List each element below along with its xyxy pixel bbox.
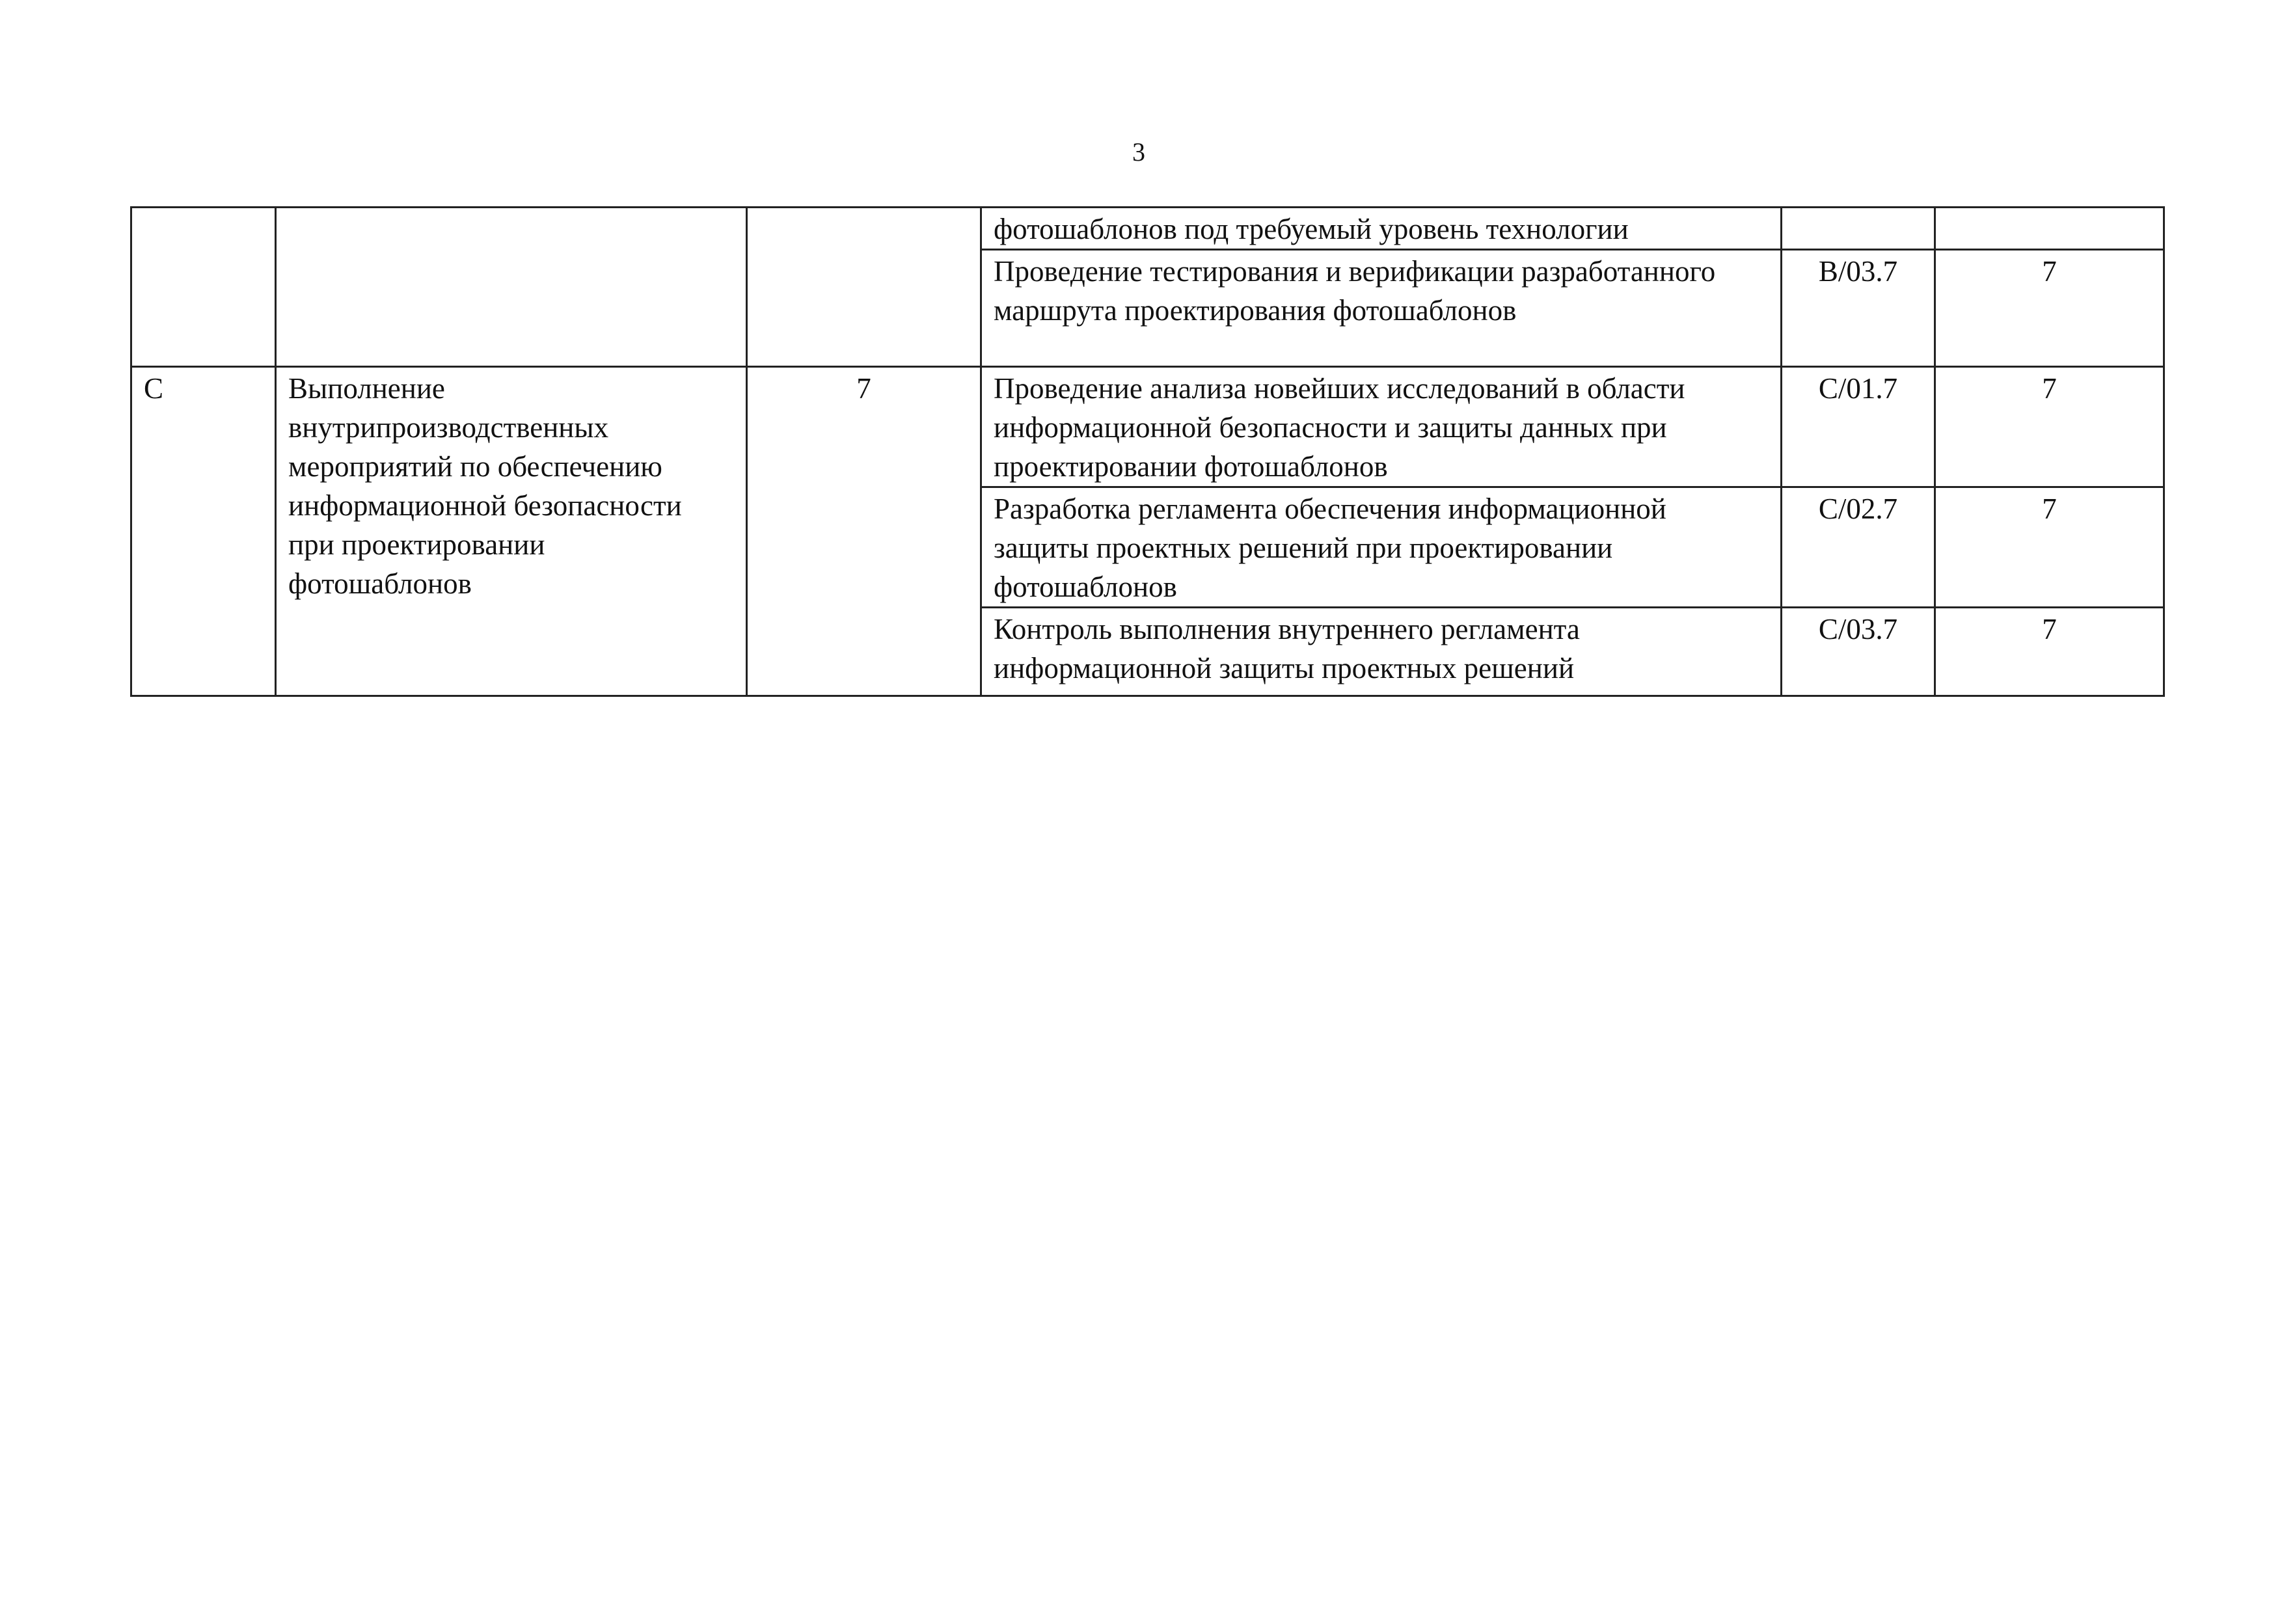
table-row	[131, 208, 2164, 250]
group-code-cell-empty	[131, 208, 276, 367]
function-name-cell: фотошаблонов под требуемый уровень технологии	[981, 208, 1782, 250]
group-code-cell: C	[131, 367, 276, 696]
function-code-cell: C/03.7	[1782, 608, 1935, 696]
function-level-cell	[1935, 208, 2164, 250]
group-name-cell-empty	[276, 208, 747, 367]
page-number: 3	[1132, 137, 1145, 167]
function-code-cell: C/02.7	[1782, 487, 1935, 608]
function-name-cell: Проведение тестирования и верификации разработанного маршрута проектирования фотошаблонов	[981, 250, 1782, 367]
function-level-cell: 7	[1935, 487, 2164, 608]
function-code-cell	[1782, 208, 1935, 250]
function-code-cell: B/03.7	[1782, 250, 1935, 367]
group-level-cell-empty	[747, 208, 981, 367]
function-level-cell: 7	[1935, 608, 2164, 696]
function-name-cell: Разработка регламента обеспечения информационной защиты проектных решений при проектировании фотошаблонов	[981, 487, 1782, 608]
function-level-cell: 7	[1935, 250, 2164, 367]
group-level-cell: 7	[747, 367, 981, 696]
function-name-cell: Контроль выполнения внутреннего регламента информационной защиты проектных решений	[981, 608, 1782, 696]
functions-table	[130, 206, 2165, 697]
table-row	[131, 367, 2164, 487]
function-code-cell: C/01.7	[1782, 367, 1935, 487]
function-name-cell: Проведение анализа новейших исследований в области информационной безопасности и защиты данных при проектировании фотошаблонов	[981, 367, 1782, 487]
group-name-cell: Выполнение внутрипроизводственных мероприятий по обеспечению информационной безопасности при проектировании фотошаблонов	[276, 367, 747, 696]
function-level-cell: 7	[1935, 367, 2164, 487]
